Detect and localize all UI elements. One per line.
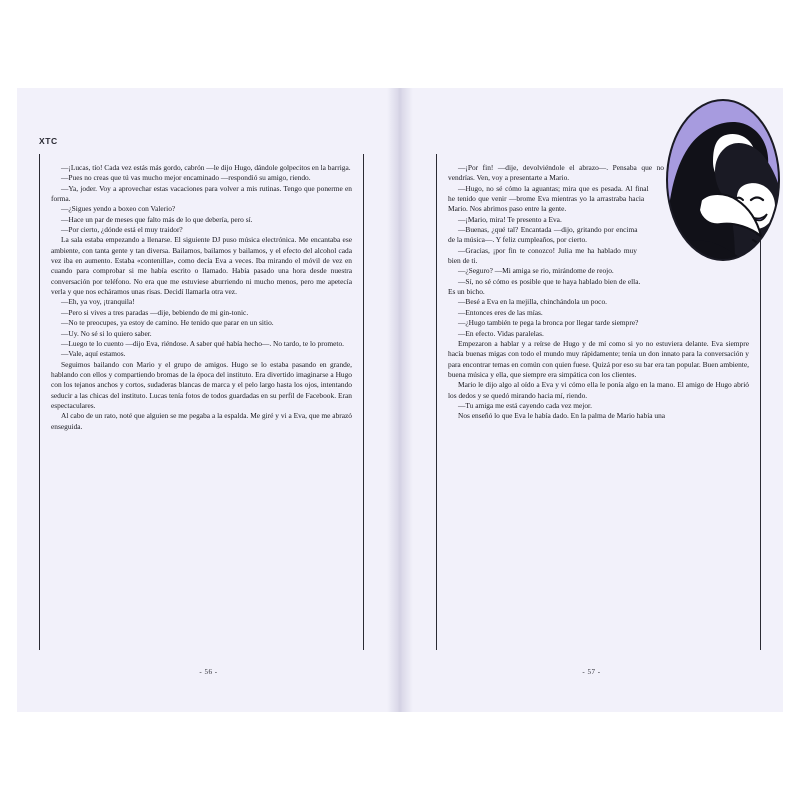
paragraph: —Hace un par de meses que falto más de lo que debería, pero sí. — [61, 214, 253, 224]
folio-left: - 56 - — [199, 668, 218, 676]
left-text-column — [40, 154, 363, 650]
running-head-left: XTC — [39, 136, 58, 146]
paragraph: —Sí, no sé cómo es posible que te haya hablado bien de ella. Es un bicho. — [448, 276, 641, 297]
paragraph: Nos enseñó lo que Eva le había dado. En la palma de Mario había una — [458, 411, 666, 421]
paragraph: —Vale, aquí estamos. — [61, 349, 126, 359]
paragraph: Mario le dijo algo al oído a Eva y vi cómo ella le ponía algo en la mano. El amigo de Hugo abrió los dedos y se quedó mirando hacia mí, riendo. — [448, 380, 749, 400]
left-text-frame — [39, 154, 364, 650]
paragraph: —Por cierto, ¿dónde está el muy traidor? — [61, 225, 183, 235]
open-book-spread — [17, 88, 783, 712]
paragraph: —Pues no creas que tú vas mucho mejor encaminado —respondió su amigo, riendo. — [61, 173, 311, 183]
left-page — [17, 88, 400, 712]
paragraph: —Pero si vives a tres paradas —dije, bebiendo de mi gin-tonic. — [61, 307, 249, 317]
paragraph: —Uy. No sé si lo quiero saber. — [61, 328, 152, 338]
paragraph: —Besé a Eva en la mejilla, chinchándola un poco. — [458, 297, 607, 307]
paragraph: —¡Lucas, tío! Cada vez estás más gordo, cabrón —le dijo Hugo, dándole golpecitos en la barriga. — [61, 163, 351, 172]
right-page — [400, 88, 783, 712]
paragraph: —No te preocupes, ya estoy de camino. He tenido que parar en un sitio. — [61, 318, 274, 328]
paragraph: —Hugo, no sé cómo la aguantas; mira que es pesada. Al final he tenido que venir —brome Eva mientras yo la arrastraba hacia Mario. Nos abrimos paso entre la gente. — [448, 183, 649, 214]
paragraph: Al cabo de un rato, noté que alguien se me pegaba a la espalda. Me giré y vi a Eva, que me abrazó enseguida. — [51, 411, 352, 431]
paragraph: Empezaron a hablar y a reírse de Hugo y de mí como si yo no estuviera delante. Eva siempre hacía buenas migas con todo el mundo muy rápidamente; tenía un don innato para la conversación y para encontrar temas en común con quien fuese. Quizá por eso su bar era tan popular. Buen ambiente, buena música y ella, que siempre era simpática con los clientes. — [448, 338, 749, 379]
paragraph: —Ya, joder. Voy a aprovechar estas vacaciones para volver a mis rutinas. Tengo que ponerme en forma. — [51, 183, 352, 204]
paragraph: —¿Hugo también te pega la bronca por llegar tarde siempre? — [458, 318, 639, 328]
paragraph: —Buenas, ¿qué tal? Encantada —dijo, gritando por encima de la música—. Y feliz cumpleaños, por cierto. — [448, 225, 638, 245]
paragraph: —Luego te lo cuento —dijo Eva, riéndose. A saber qué había hecho—. No tardo, te lo prometo. — [61, 338, 345, 348]
paragraph: —¿Sigues yendo a boxeo con Valerio? — [61, 204, 176, 214]
paragraph: Seguimos bailando con Mario y el grupo de amigos. Hugo se lo estaba pasando en grande, hablando con ellos y compartiendo bromas de la época del instituto. Era divertido imaginarse a Hugo con los tejanos anchos y cortos, sudaderas blancas de marca y el pelo largo hasta los ojos, intentando seducir a las chicas del instituto. Lucas tenía fotos de todos guardadas en su perfil de Facebook. Eran espectaculares. — [51, 359, 352, 410]
paragraph: —¡Por fin! —dije, devolviéndole el abrazo—. Pensaba que no vendrías. Ven, voy a presentarte a Mario. — [448, 163, 664, 183]
paragraph: —Gracias, ¡por fin te conozco! Julia me ha hablado muy bien de ti. — [448, 245, 637, 266]
paragraph: —Tu amiga me está cayendo cada vez mejor. — [458, 400, 592, 410]
paragraph: —En efecto. Vidas paralelas. — [458, 328, 544, 338]
paragraph: —¿Seguro? —Mi amiga se rio, mirándome de reojo. — [458, 266, 614, 276]
folio-right: - 57 - — [582, 668, 601, 676]
paragraph: La sala estaba empezando a llenarse. El siguiente DJ puso música electrónica. Me encantaba ese ambiente, con tanta gente y tan diversa. Bailamos, bailamos y bailamos, y el efecto del alcohol cada vez iba en aumento. Estaba «contenilla», como decía Eva a veces. Iba mirando el móvil de vez en cuando para comprobar si me había escrito o llamado. Había pasado una hora desde nuestra conversación por teléfono. No era que me estuviese aburriendo ni mucho menos, pero me apetecía verla y que nos echáramos unas risas. Decidí llamarla otra vez. — [51, 235, 352, 297]
paragraph: —Eh, ya voy, ¡tranquila! — [61, 297, 135, 307]
paragraph: —Entonces eres de las mías. — [458, 307, 543, 317]
oval-illustration-two-women-hugging — [665, 96, 787, 264]
paragraph: —¡Mario, mira! Te presento a Eva. — [458, 214, 562, 224]
